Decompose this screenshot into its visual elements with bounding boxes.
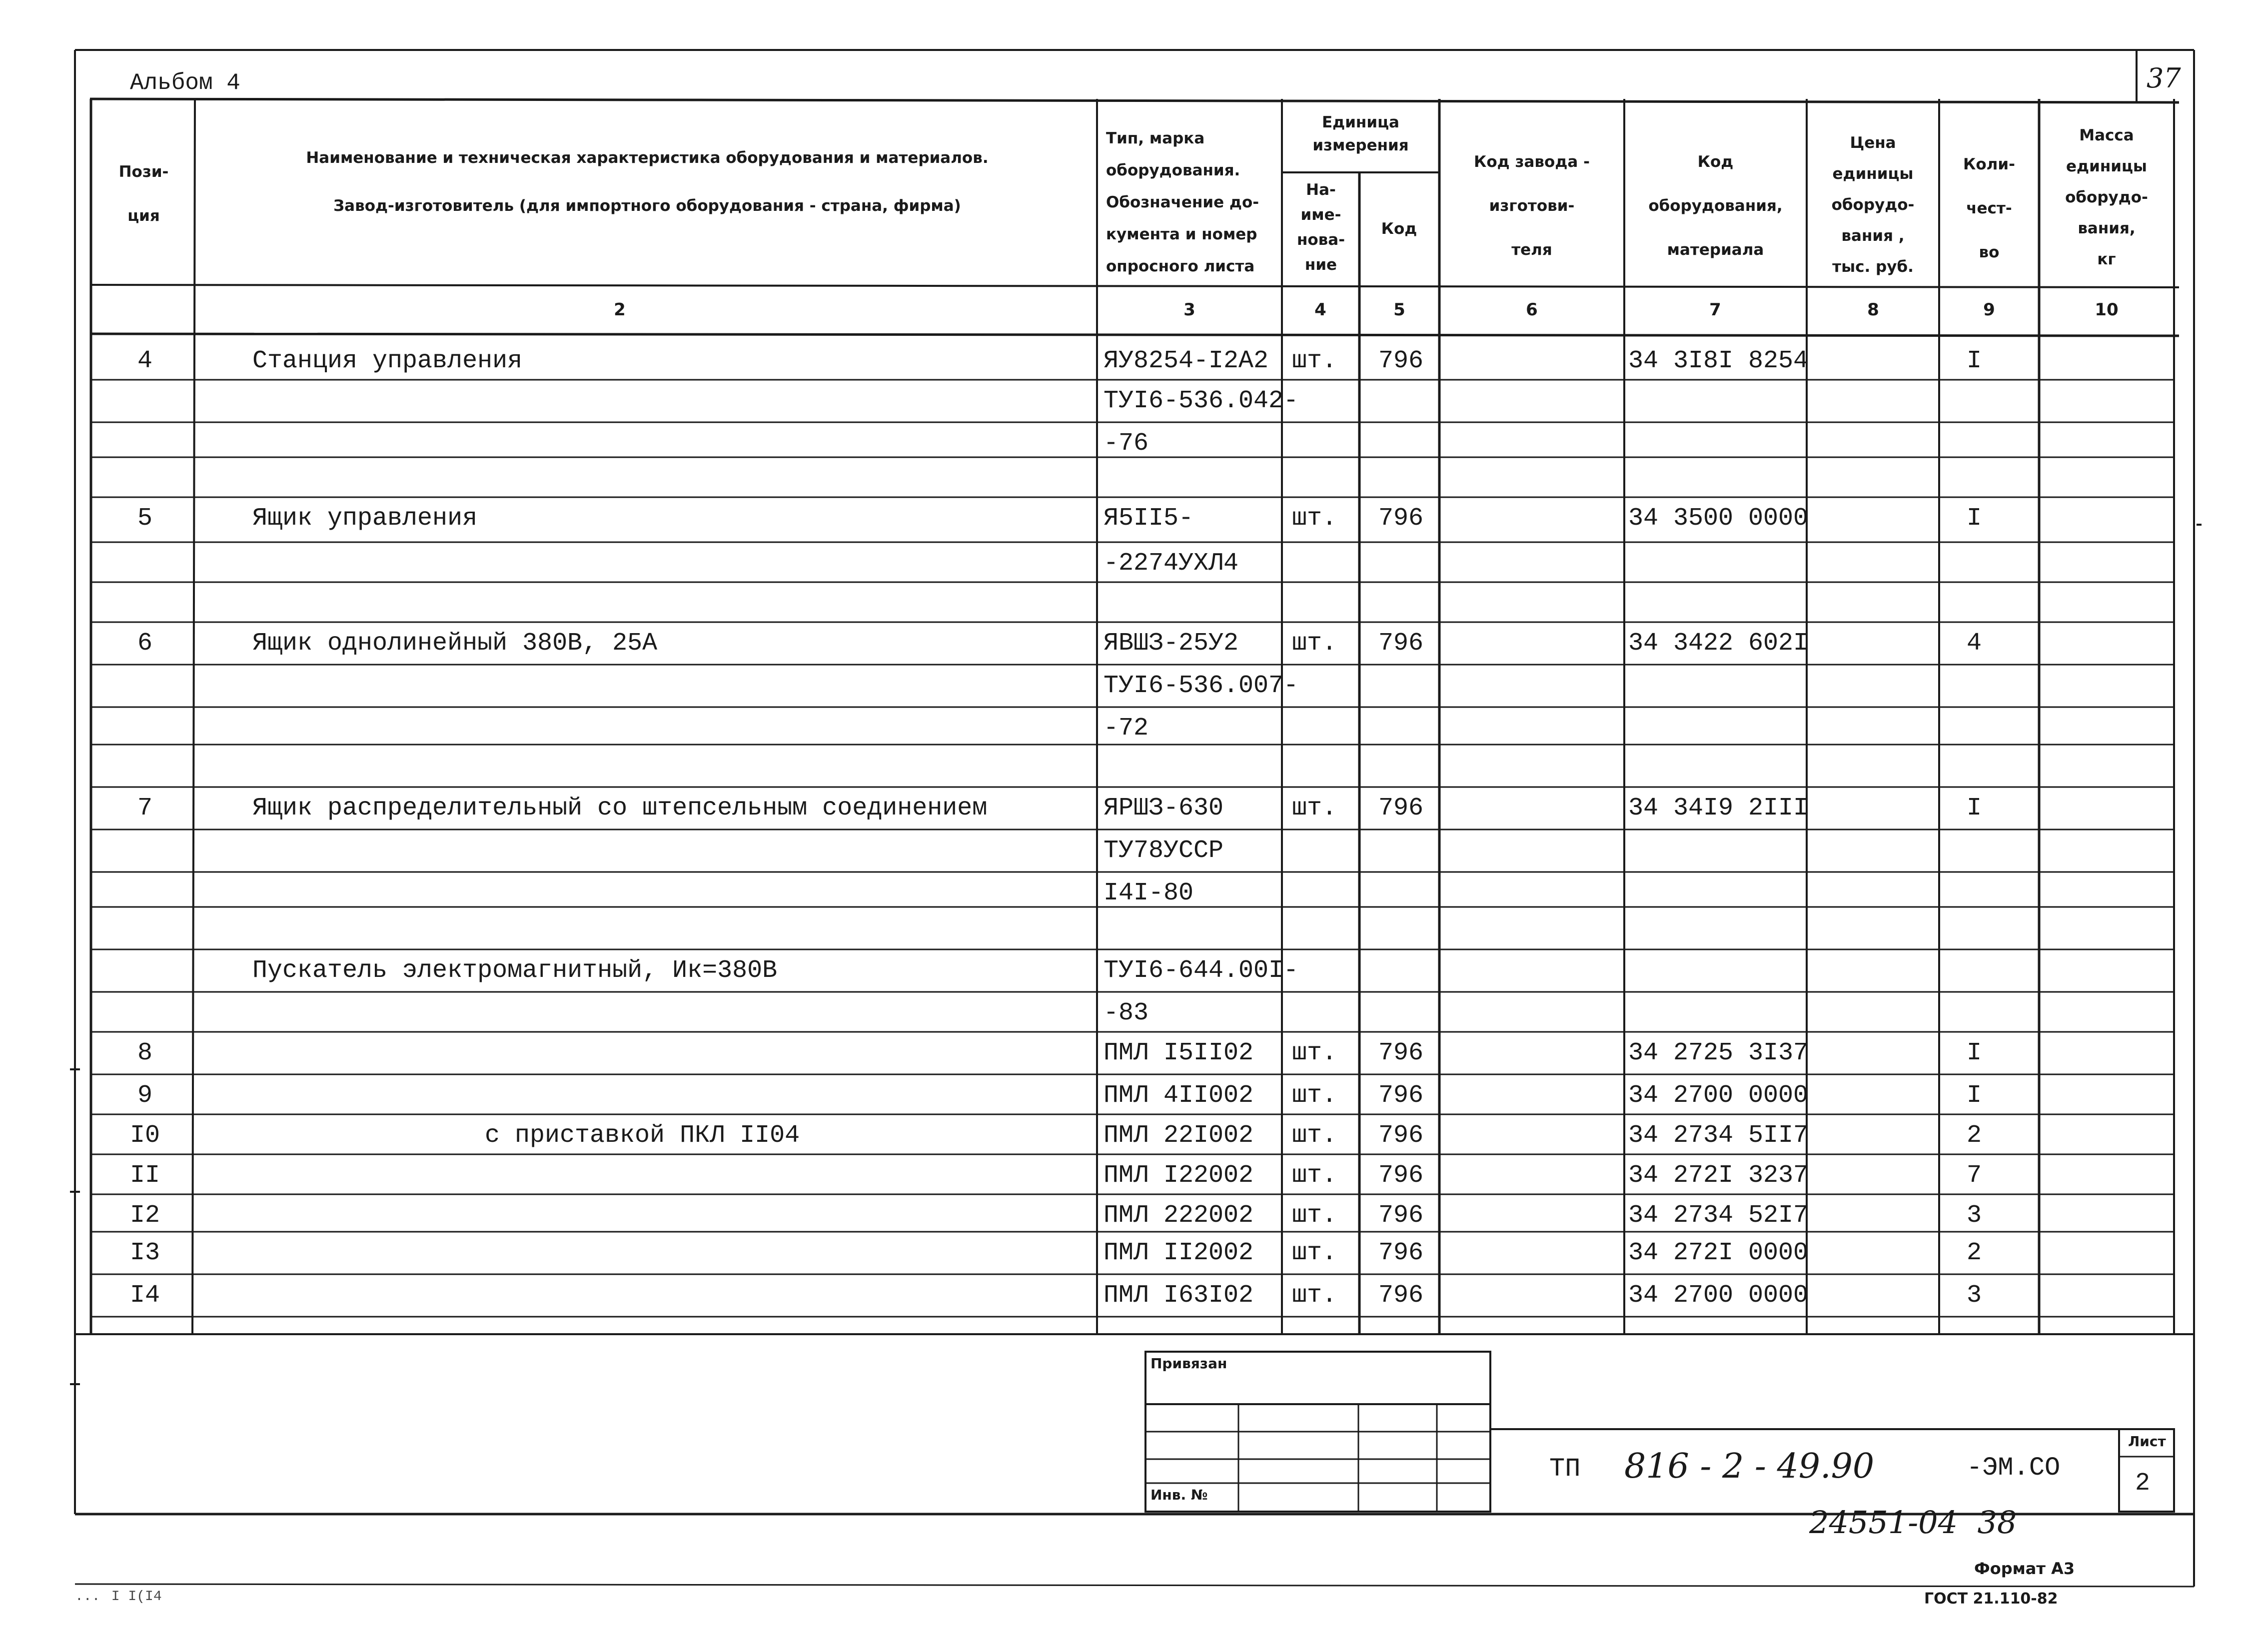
cell-pos: 6: [137, 629, 152, 658]
cell-code: 796: [1378, 347, 1424, 375]
cell-unit: шт.: [1292, 1121, 1337, 1150]
cell-code: 796: [1378, 504, 1424, 533]
cell-unit: шт.: [1292, 794, 1337, 823]
colnum-10: 10: [2095, 300, 2119, 320]
cell-code: 796: [1378, 1161, 1424, 1190]
album-label: Альбом 4: [130, 70, 240, 96]
colnum-4: 4: [1314, 300, 1326, 320]
cell-code: 796: [1378, 1039, 1424, 1067]
cell-type: -76: [1104, 429, 1149, 458]
header-unit-code: Код: [1381, 220, 1417, 238]
cell-code: 796: [1378, 1239, 1424, 1267]
stamp-privyazan: Привязан: [1150, 1355, 1227, 1372]
cell-name: Ящик однолинейный 380В, 25А: [252, 629, 658, 658]
cell-type: ЯРШЗ-630: [1104, 794, 1224, 823]
cell-pos: I0: [129, 1121, 160, 1150]
cell-name: Станция управления: [252, 347, 523, 375]
cell-qty: I: [1967, 794, 1982, 823]
cell-pos: 7: [137, 794, 152, 823]
cell-equip: 34 2700 0000: [1628, 1081, 1809, 1110]
cell-qty: 3: [1967, 1281, 1982, 1310]
cell-qty: I: [1967, 1039, 1982, 1067]
stamp-list-label: Лист: [2128, 1433, 2166, 1450]
cell-equip: 34 3500 0000: [1628, 504, 1809, 533]
colnum-3: 3: [1183, 300, 1195, 320]
cell-code: 796: [1378, 629, 1424, 658]
cell-type: -2274УХЛ4: [1104, 549, 1239, 578]
cell-unit: шт.: [1292, 1239, 1337, 1267]
cell-type: ТУI6-536.007-: [1104, 672, 1299, 700]
cell-type: Я5II5-: [1104, 504, 1194, 533]
header-type: Тип, марка оборудования. Обозначение до- кумента и номер опросного листа: [1106, 129, 1259, 275]
header-equipment-code: Код оборудования, материала: [1648, 153, 1783, 259]
cell-type: -72: [1104, 714, 1149, 743]
cell-code: 796: [1378, 1201, 1424, 1230]
header-name-line1: Наименование и техническая характеристика оборудования и материалов.: [306, 149, 989, 167]
cell-unit: шт.: [1292, 1081, 1337, 1110]
cell-unit: шт.: [1292, 1039, 1337, 1067]
cell-unit: шт.: [1292, 1281, 1337, 1310]
cell-qty: I: [1967, 347, 1982, 375]
cell-qty: I: [1967, 504, 1982, 533]
stamp-doc-number: 816 - 2 - 49.90: [1624, 1447, 1875, 1486]
stamp-tp: ТП: [1549, 1454, 1581, 1484]
stamp-suffix: -ЭМ.СО: [1967, 1453, 2061, 1483]
cell-unit: шт.: [1292, 1201, 1337, 1230]
cell-unit: шт.: [1292, 347, 1337, 375]
cell-name: Ящик управления: [252, 504, 478, 533]
page-number: 37: [2147, 62, 2181, 94]
cell-type: ПМЛ 22I002: [1104, 1121, 1254, 1150]
cell-type: I4I-80: [1104, 879, 1194, 907]
cell-type: -83: [1104, 999, 1149, 1027]
stamp-inv: Инв. №: [1150, 1487, 1208, 1503]
cell-type: ТУI6-536.042-: [1104, 387, 1299, 415]
cell-pos: 8: [137, 1039, 152, 1067]
cell-qty: 3: [1967, 1201, 1982, 1230]
cell-unit: шт.: [1292, 629, 1337, 658]
cell-type: ТУ78УССР: [1104, 836, 1224, 865]
cell-equip: 34 3422 602I: [1628, 629, 1809, 658]
cell-code: 796: [1378, 794, 1424, 823]
cell-pos: 9: [137, 1081, 152, 1110]
cell-code: 796: [1378, 1081, 1424, 1110]
cell-equip: 34 272I 3237: [1628, 1161, 1809, 1190]
format-label: Формат А3: [1974, 1559, 2075, 1578]
gost-label: ГОСТ 21.110-82: [1924, 1590, 2058, 1608]
cell-equip: 34 2725 3I37: [1628, 1039, 1809, 1067]
colnum-8: 8: [1867, 300, 1879, 320]
cell-unit: шт.: [1292, 504, 1337, 533]
cell-code: 796: [1378, 1121, 1424, 1150]
cell-type: ЯВШЗ-25У2: [1104, 629, 1239, 658]
cell-pos: I2: [129, 1201, 160, 1230]
header-quantity: Коли- чест- во: [1963, 155, 2015, 261]
cell-equip: 34 34I9 2III: [1628, 794, 1809, 823]
header-price: Цена единицы оборудо- вания , тыс. руб.: [1831, 134, 1915, 276]
cell-qty: I: [1967, 1081, 1982, 1110]
header-name-line2: Завод-изготовитель (для импортного оборудования - страна, фирма): [333, 197, 961, 215]
cell-qty: 7: [1967, 1161, 1982, 1190]
cell-code: 796: [1378, 1281, 1424, 1310]
cell-type: ПМЛ 222002: [1104, 1201, 1254, 1230]
cell-name: с приставкой ПКЛ II04: [485, 1121, 800, 1150]
cell-type: ПМЛ I22002: [1104, 1161, 1254, 1190]
stamp-list-number: 2: [2135, 1469, 2151, 1498]
colnum-9: 9: [1983, 300, 1995, 320]
cell-qty: 4: [1967, 629, 1982, 658]
cell-name: Ящик распределительный со штепсельным соединением: [252, 794, 988, 823]
cell-equip: 34 2700 0000: [1628, 1281, 1809, 1310]
colnum-7: 7: [1709, 300, 1721, 320]
cell-pos: II: [129, 1161, 160, 1190]
cell-equip: 34 2734 5II7: [1628, 1121, 1809, 1150]
header-unit: Единица измерения: [1312, 113, 1409, 154]
cell-pos: I3: [129, 1239, 160, 1267]
cell-pos: 5: [137, 504, 152, 533]
cell-type: ПМЛ I5II02: [1104, 1039, 1254, 1067]
colnum-2: 2: [614, 300, 626, 320]
cell-qty: 2: [1967, 1121, 1982, 1150]
header-factory-code: Код завода - изготови- теля: [1474, 153, 1590, 259]
cell-equip: 34 272I 0000: [1628, 1239, 1809, 1267]
colnum-6: 6: [1526, 300, 1538, 320]
cell-pos: 4: [137, 347, 152, 375]
header-position: Пози- ция: [118, 163, 169, 225]
cell-type: ЯУ8254-I2А2: [1104, 347, 1269, 375]
handwritten-reference: 24551-04 38: [1809, 1504, 2017, 1541]
header-mass: Масса единицы оборудо- вания, кг: [2065, 126, 2148, 268]
cell-pos: I4: [129, 1281, 160, 1310]
cell-unit: шт.: [1292, 1161, 1337, 1190]
cell-name: Пускатель электромагнитный, Ик=380В: [252, 956, 778, 985]
cell-qty: 2: [1967, 1239, 1982, 1267]
cell-equip: 34 3I8I 8254: [1628, 347, 1809, 375]
cell-type: ПМЛ I63I02: [1104, 1281, 1254, 1310]
cell-type: ПМЛ II2002: [1104, 1239, 1254, 1267]
header-unit-name: На- име- нова- ние: [1296, 181, 1345, 274]
cell-equip: 34 2734 52I7: [1628, 1201, 1809, 1230]
colnum-5: 5: [1393, 300, 1405, 320]
cell-type: ТУI6-644.00I-: [1104, 956, 1299, 985]
cell-type: ПМЛ 4II002: [1104, 1081, 1254, 1110]
corner-mark: ... I I(I4: [75, 1589, 162, 1605]
